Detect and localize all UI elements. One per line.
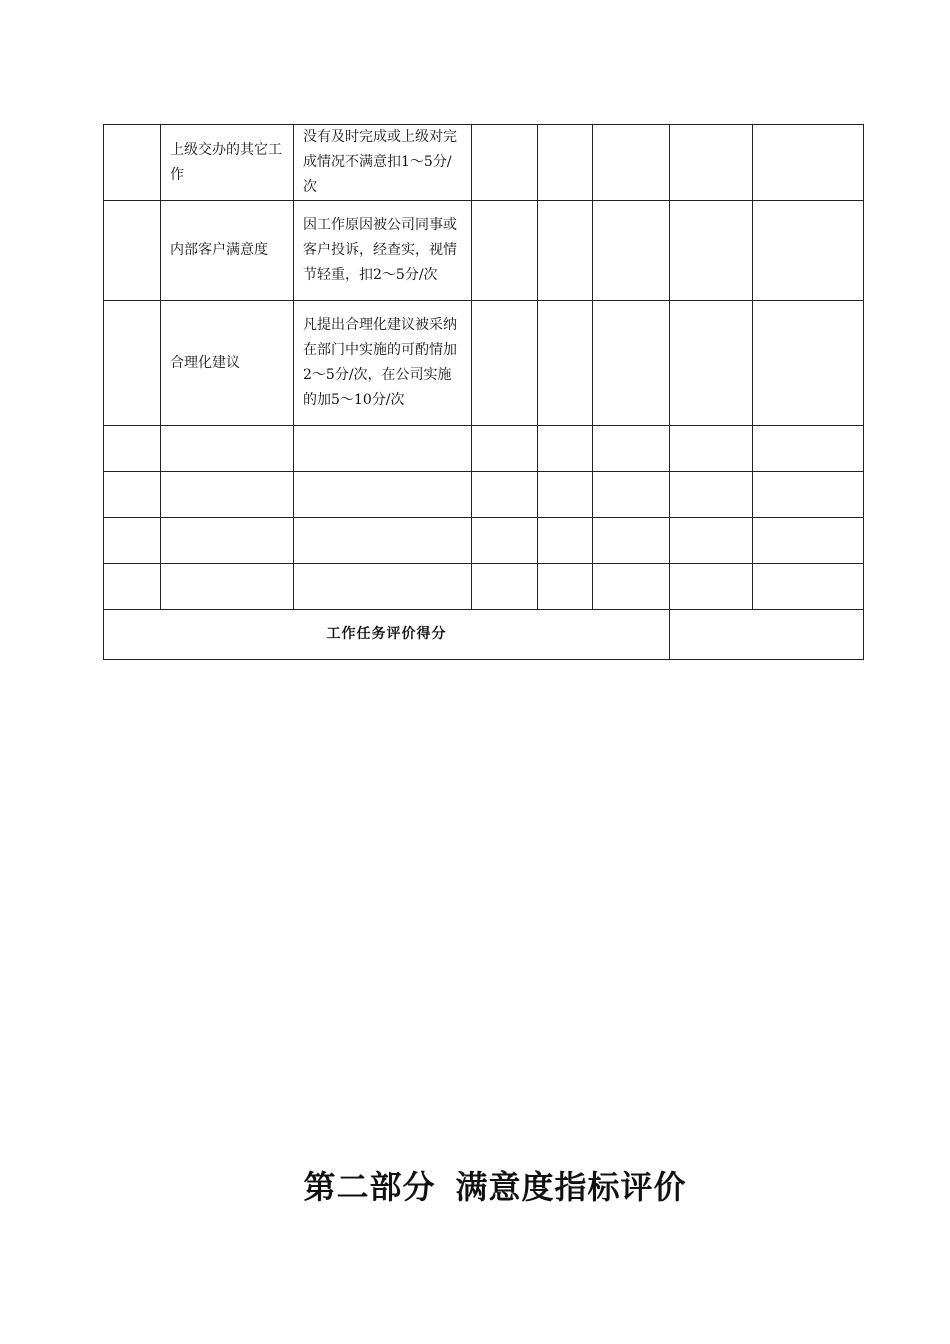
scoring-rule-cell: 凡提出合理化建议被采纳在部门中实施的可酌情加2～5分/次，在公司实施的加5～10分/次 [294, 301, 472, 426]
scoring-rule-cell: 因工作原因被公司同事或客户投诉，经查实，视情节轻重，扣2～5分/次 [294, 201, 472, 301]
table-cell [670, 301, 753, 426]
work-task-evaluation-table [103, 124, 864, 660]
table-cell [538, 301, 593, 426]
section-heading [0, 1162, 950, 1208]
table-cell [753, 201, 864, 301]
table-cell [593, 518, 670, 564]
table-cell [472, 518, 538, 564]
empty-table-row [104, 472, 864, 518]
table-row [104, 301, 864, 426]
table-cell [670, 125, 753, 201]
table-cell [294, 472, 472, 518]
table-cell [161, 518, 294, 564]
empty-table-row [104, 426, 864, 472]
table-row [104, 125, 864, 201]
table-cell [593, 301, 670, 426]
table-cell [593, 201, 670, 301]
scoring-rule-cell: 没有及时完成或上级对完成情况不满意扣1～5分/次 [294, 125, 472, 201]
table-cell [538, 564, 593, 610]
table-cell [753, 301, 864, 426]
table-cell [104, 564, 161, 610]
empty-table-row [104, 518, 864, 564]
table-cell [104, 472, 161, 518]
table-cell [472, 301, 538, 426]
table-cell [753, 426, 864, 472]
total-score-value-cell [670, 610, 864, 660]
table-cell [104, 125, 161, 201]
section-title-text: 满意度指标评价 [455, 1168, 687, 1206]
table-cell [593, 564, 670, 610]
table-cell [294, 518, 472, 564]
table-cell [104, 426, 161, 472]
table-cell [538, 518, 593, 564]
table-cell [753, 518, 864, 564]
total-score-row [104, 610, 864, 660]
table-cell [472, 472, 538, 518]
table-cell [538, 426, 593, 472]
table-cell [161, 564, 294, 610]
table-cell [538, 125, 593, 201]
table-cell [104, 301, 161, 426]
empty-table-row [104, 564, 864, 610]
table-cell [538, 201, 593, 301]
table-cell [670, 518, 753, 564]
table-cell [472, 125, 538, 201]
table-cell [104, 518, 161, 564]
table-cell [104, 201, 161, 301]
table-cell [670, 564, 753, 610]
table-cell [593, 472, 670, 518]
total-score-label: 工作任务评价得分 [104, 610, 670, 660]
table-cell [472, 201, 538, 301]
evaluation-item-cell: 内部客户满意度 [161, 201, 294, 301]
table-row [104, 201, 864, 301]
table-cell [593, 125, 670, 201]
evaluation-item-cell: 上级交办的其它工作 [161, 125, 294, 201]
table-cell [753, 125, 864, 201]
table-cell [593, 426, 670, 472]
table-cell [670, 201, 753, 301]
table-cell [670, 472, 753, 518]
table-cell [161, 426, 294, 472]
table-cell [753, 472, 864, 518]
section-part-label: 第二部分 [303, 1168, 436, 1206]
table-cell [670, 426, 753, 472]
table-cell [294, 564, 472, 610]
table-cell [538, 472, 593, 518]
table-cell [294, 426, 472, 472]
evaluation-item-cell: 合理化建议 [161, 301, 294, 426]
table-cell [472, 426, 538, 472]
table-cell [472, 564, 538, 610]
table-cell [161, 472, 294, 518]
table-cell [753, 564, 864, 610]
